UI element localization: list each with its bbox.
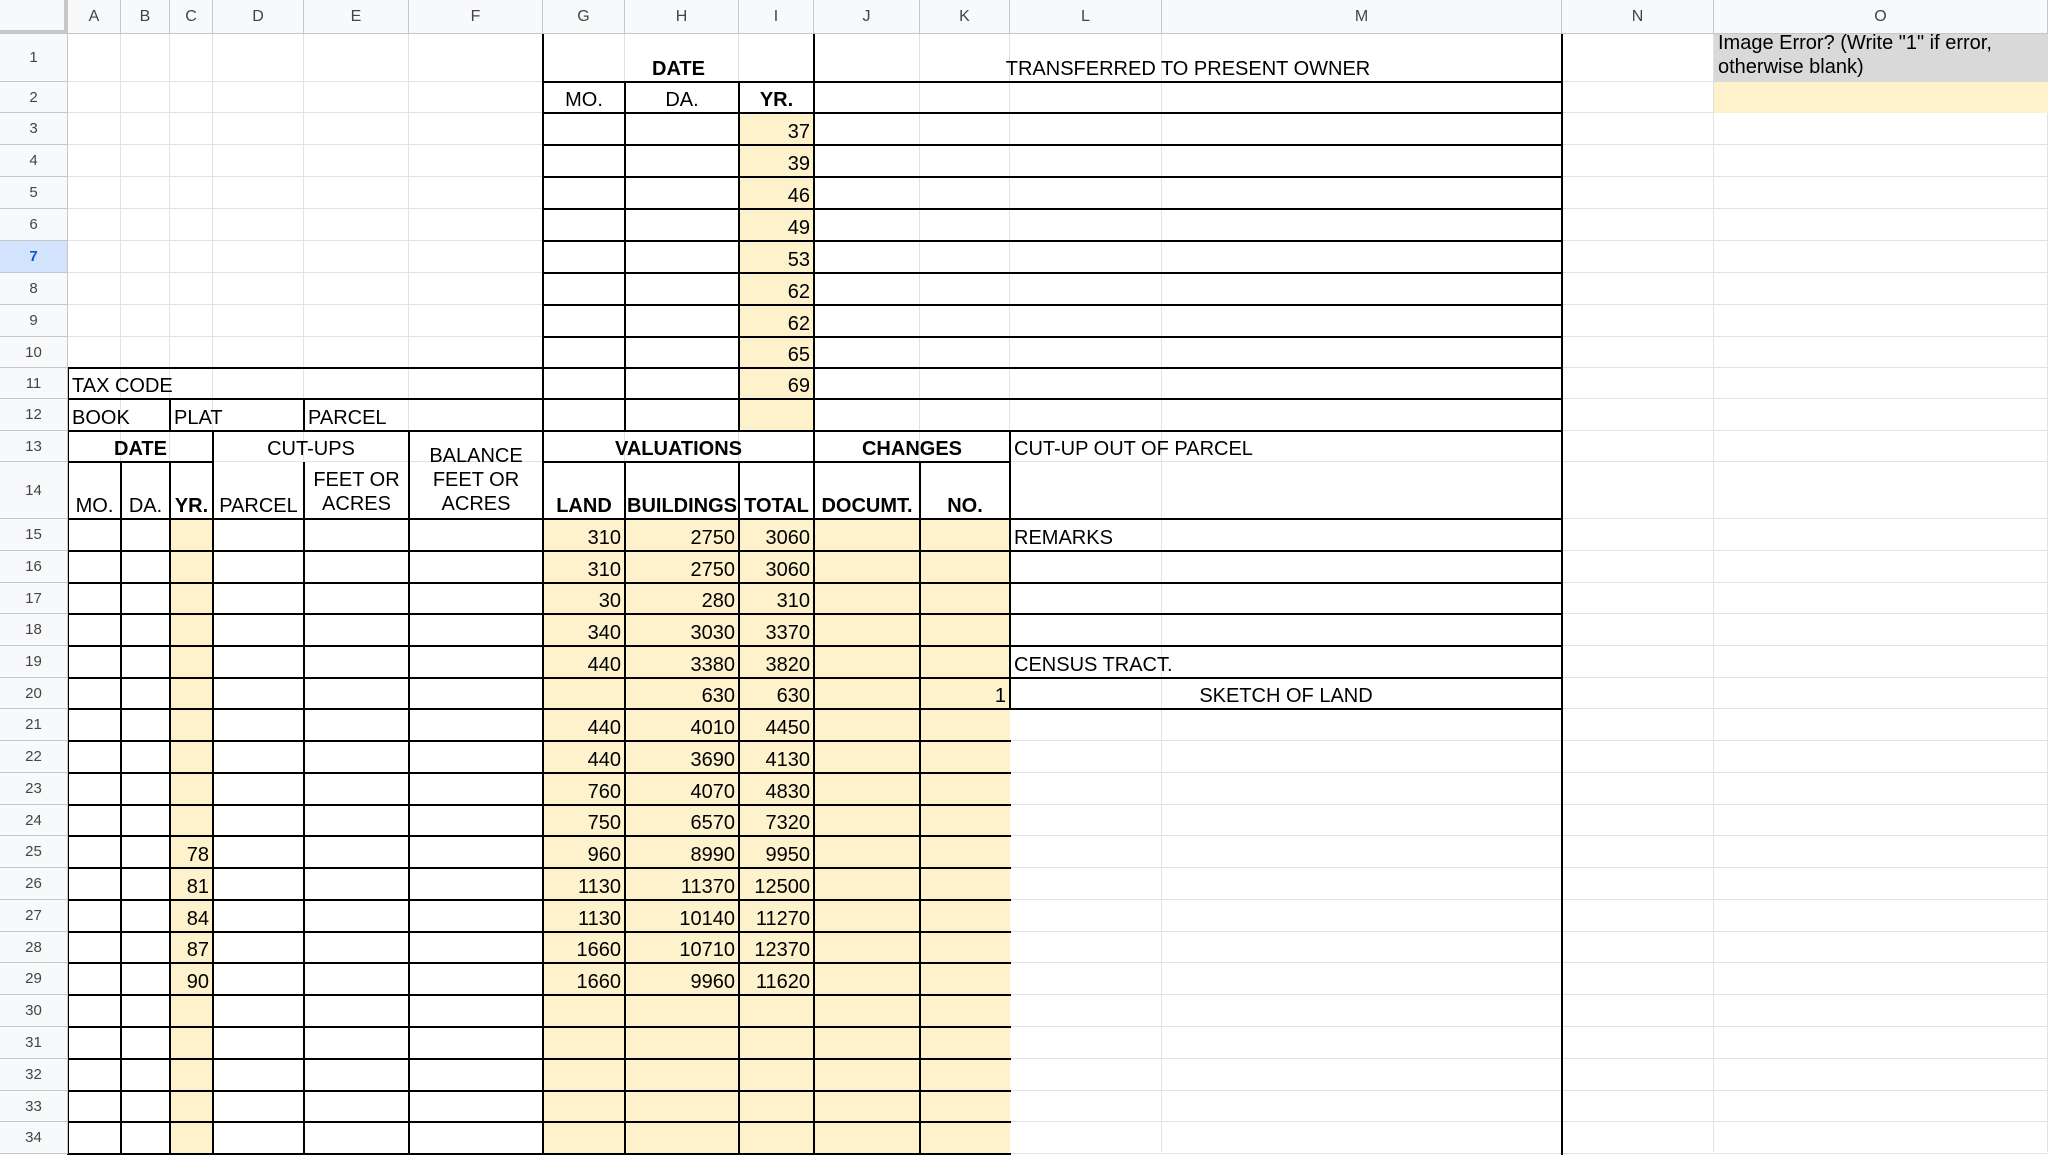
valuation-total-cell[interactable]: 7320 [765,812,810,834]
census-tract-label[interactable]: CENSUS TRACT. [1014,654,1173,676]
valuation-buildings-cell[interactable] [625,995,739,1027]
changes-no-cell[interactable] [814,1027,1010,1059]
valuation-total-cell[interactable]: 3060 [765,559,810,581]
valuation-buildings-cell[interactable] [625,1091,739,1122]
cell-border [543,208,1563,210]
column-header-o[interactable]: O [1714,0,2048,34]
valuation-yr-cell[interactable] [170,646,213,678]
valuation-land-cell[interactable] [543,678,625,709]
valuation-land-cell[interactable]: 1130 [577,908,621,930]
valuation-land-cell[interactable] [543,995,625,1027]
transfer-year-cell[interactable]: 37 [787,121,810,143]
changes-no-cell[interactable]: 1 [994,685,1006,707]
land-label[interactable]: LAND [556,495,612,517]
valuation-yr-cell[interactable] [170,1122,213,1154]
valuation-total-cell[interactable]: 9950 [765,844,810,866]
valuation-yr-cell[interactable] [170,741,213,773]
row-header-13[interactable]: 13 [0,431,68,462]
valuation-buildings-cell[interactable]: 10140 [679,908,735,930]
valuation-total-cell[interactable]: 11270 [755,908,810,930]
transfer-year-cell[interactable]: 69 [787,375,810,397]
sketch-of-land-area[interactable] [1010,709,1562,1154]
valuation-buildings-cell[interactable] [625,1027,739,1059]
valuation-total-cell[interactable]: 12500 [754,876,810,898]
sketch-of-land-label[interactable]: SKETCH OF LAND [1199,685,1373,707]
valuation-land-cell[interactable] [543,1027,625,1059]
transfer-year-cell[interactable]: 49 [787,217,810,239]
valuation-yr-cell[interactable] [170,995,213,1027]
column-header-l[interactable]: L [1010,0,1162,34]
valuation-buildings-cell[interactable]: 630 [701,685,735,707]
column-header-i[interactable]: I [739,0,814,34]
cutup-out-label[interactable]: CUT-UP OUT OF PARCEL [1014,438,1253,460]
tax-code-label[interactable]: TAX CODE [72,375,173,397]
valuation-buildings-cell[interactable]: 6570 [690,812,735,834]
row-header-20[interactable]: 20 [0,678,68,709]
valuation-buildings-cell[interactable]: 4070 [690,781,735,803]
valuation-yr-cell[interactable] [170,614,213,646]
changes-no-cell[interactable] [814,1059,1010,1091]
cell-border [543,272,1563,274]
row-header-34[interactable]: 34 [0,1122,68,1154]
changes-no-cell[interactable] [814,1122,1010,1154]
valuation-buildings-cell[interactable]: 3380 [690,654,735,676]
changes-no-cell[interactable] [814,868,1010,900]
transfer-year-cell[interactable]: 53 [787,249,810,271]
changes-no-cell[interactable] [814,1091,1010,1122]
transfer-mo-label[interactable]: MO. [565,89,603,111]
book-label[interactable]: BOOK [72,407,130,429]
column-header-j[interactable]: J [814,0,920,34]
valuation-land-cell[interactable]: 760 [587,781,621,803]
valuation-total-cell[interactable]: 4830 [765,781,810,803]
valuation-yr-cell[interactable]: 87 [186,939,209,961]
valuation-land-cell[interactable]: 30 [598,590,621,612]
cell-border [543,176,1563,178]
valuation-total-cell[interactable] [739,1059,814,1091]
row-header-23[interactable]: 23 [0,773,68,805]
valuation-yr-cell[interactable] [170,709,213,741]
valuation-yr-cell[interactable]: 78 [186,844,209,866]
cell-border [543,367,1563,369]
changes-no-cell[interactable] [814,836,1010,868]
row-header-30[interactable]: 30 [0,995,68,1027]
valuation-land-cell[interactable]: 310 [587,527,621,549]
cell-border [543,304,1563,306]
valuation-yr-cell[interactable] [170,551,213,583]
cell-border [543,398,1563,400]
total-label[interactable]: TOTAL [744,495,809,517]
valuation-yr-cell[interactable]: 90 [186,971,209,993]
valuation-yr-cell[interactable] [170,805,213,836]
documt-label[interactable]: DOCUMT. [821,495,913,517]
row-header-18[interactable]: 18 [0,614,68,646]
cutups-header[interactable]: CUT-UPS [267,438,355,460]
valuation-total-cell[interactable] [739,995,814,1027]
cutup-feet-acres-label[interactable]: FEET OR ACRES [313,469,400,515]
valuation-land-cell[interactable]: 310 [587,559,621,581]
valuation-land-cell[interactable]: 440 [587,717,621,739]
row-header-5[interactable]: 5 [0,177,68,209]
valuation-total-cell[interactable]: 3820 [765,654,810,676]
column-header-c[interactable]: C [170,0,213,34]
row-header-27[interactable]: 27 [0,900,68,932]
valuation-buildings-cell[interactable]: 8990 [690,844,735,866]
valuation-total-cell[interactable]: 12370 [754,939,810,961]
changes-header[interactable]: CHANGES [861,438,962,460]
cell-border [543,336,1563,338]
valuation-total-cell[interactable] [739,1122,814,1154]
changes-no-cell[interactable] [814,614,1010,646]
cell-border [543,144,1563,146]
valuation-yr-cell[interactable] [170,519,213,551]
row-header-19[interactable]: 19 [0,646,68,678]
changes-no-cell[interactable] [814,646,1010,678]
cell-border [1010,582,1563,584]
remarks-label[interactable]: REMARKS [1014,527,1113,549]
transfer-year-cell[interactable]: 46 [787,185,810,207]
column-header-a[interactable]: A [68,0,121,34]
cutup-date-header[interactable]: DATE [114,438,167,460]
row-header-21[interactable]: 21 [0,709,68,741]
valuation-yr-cell[interactable] [170,678,213,709]
valuation-yr-cell[interactable]: 81 [186,876,209,898]
column-header-h[interactable]: H [625,0,739,34]
row-header-3[interactable]: 3 [0,113,68,145]
cell-border [408,431,410,1155]
valuations-header[interactable]: VALUATIONS [614,438,743,460]
cutup-mo-label[interactable]: MO. [75,495,114,517]
valuation-buildings-cell[interactable]: 2750 [690,527,735,549]
plat-label[interactable]: PLAT [174,407,223,429]
changes-no-cell[interactable] [814,741,1010,773]
valuation-buildings-cell[interactable] [625,1122,739,1154]
row-header-1[interactable]: 1 [0,34,68,82]
row-header-9[interactable]: 9 [0,305,68,337]
balance-header[interactable]: BALANCE FEET OR ACRES [429,445,523,515]
valuation-total-cell[interactable]: 11620 [755,971,810,993]
column-header-m[interactable]: M [1162,0,1562,34]
valuation-land-cell[interactable]: 440 [587,654,621,676]
valuation-yr-cell[interactable] [170,1059,213,1091]
row-header-6[interactable]: 6 [0,209,68,241]
valuation-yr-cell[interactable] [170,1027,213,1059]
row-header-25[interactable]: 25 [0,836,68,868]
changes-no-cell[interactable] [814,805,1010,836]
valuation-buildings-cell[interactable] [625,1059,739,1091]
valuation-buildings-cell[interactable]: 10710 [679,939,735,961]
row-header-8[interactable]: 8 [0,273,68,305]
valuation-total-cell[interactable] [739,1027,814,1059]
parcel-label[interactable]: PARCEL [308,407,387,429]
changes-no-cell[interactable] [814,519,1010,551]
row-header-33[interactable]: 33 [0,1091,68,1122]
column-header-g[interactable]: G [543,0,625,34]
cell-border [303,462,305,1155]
valuation-yr-cell[interactable] [170,583,213,614]
transfer-year-cell[interactable]: 62 [787,313,810,335]
cell-border [624,82,626,432]
date-header[interactable]: DATE [652,58,705,80]
valuation-buildings-cell[interactable]: 11370 [680,876,735,898]
cutup-yr-label[interactable]: YR. [174,495,209,517]
row-header-31[interactable]: 31 [0,1027,68,1059]
valuation-total-cell[interactable]: 4450 [765,717,810,739]
valuation-buildings-cell[interactable]: 3030 [690,622,735,644]
valuation-land-cell[interactable]: 340 [587,622,621,644]
row-header-2[interactable]: 2 [0,82,68,113]
column-header-d[interactable]: D [213,0,304,34]
row-header-11[interactable]: 11 [0,368,68,399]
changes-no-cell[interactable] [814,995,1010,1027]
valuation-land-cell[interactable]: 750 [587,812,621,834]
row-header-29[interactable]: 29 [0,963,68,995]
transfer-year-cell[interactable]: 39 [787,153,810,175]
changes-no-cell[interactable] [814,963,1010,995]
valuation-yr-cell[interactable]: 84 [186,908,209,930]
image-error-input[interactable] [1714,82,2048,113]
column-header-e[interactable]: E [304,0,409,34]
valuation-land-cell[interactable]: 440 [587,749,621,771]
row-header-7[interactable]: 7 [0,241,68,273]
valuation-total-cell[interactable]: 3370 [765,622,810,644]
row-header-26[interactable]: 26 [0,868,68,900]
gridline [1713,34,1714,1152]
transfer-year-cell[interactable]: 62 [787,281,810,303]
valuation-buildings-cell[interactable]: 280 [701,590,735,612]
select-all-corner[interactable] [0,0,68,34]
cell-border [1010,613,1563,615]
transfer-yr-label[interactable]: YR. [759,89,794,111]
valuation-total-cell[interactable] [739,1091,814,1122]
valuation-yr-cell[interactable] [170,773,213,805]
row-header-28[interactable]: 28 [0,932,68,963]
valuation-yr-cell[interactable] [170,1091,213,1122]
column-header-f[interactable]: F [409,0,543,34]
valuation-land-cell[interactable] [543,1091,625,1122]
valuation-buildings-cell[interactable]: 9960 [690,971,735,993]
valuation-buildings-cell[interactable]: 3690 [690,749,735,771]
row-header-22[interactable]: 22 [0,741,68,773]
valuation-land-cell[interactable]: 1130 [577,876,621,898]
row-header-24[interactable]: 24 [0,805,68,836]
valuation-total-cell[interactable]: 310 [776,590,810,612]
valuation-total-cell[interactable]: 3060 [765,527,810,549]
changes-no-cell[interactable] [814,773,1010,805]
row-header-4[interactable]: 4 [0,145,68,177]
valuation-land-cell[interactable]: 960 [587,844,621,866]
transfer-da-label[interactable]: DA. [665,89,699,111]
row-header-16[interactable]: 16 [0,551,68,583]
row-header-15[interactable]: 15 [0,519,68,551]
row-header-17[interactable]: 17 [0,583,68,614]
cell-border [543,240,1563,242]
valuation-total-cell[interactable]: 4130 [765,749,810,771]
valuation-buildings-cell[interactable]: 2750 [690,559,735,581]
row-header-32[interactable]: 32 [0,1059,68,1091]
transfer-year-cell[interactable]: 65 [787,344,810,366]
row-header-10[interactable]: 10 [0,337,68,368]
valuation-land-cell[interactable] [543,1059,625,1091]
changes-no-cell[interactable] [814,900,1010,932]
buildings-label[interactable]: BUILDINGS [627,495,737,517]
column-header-k[interactable]: K [920,0,1010,34]
valuation-buildings-cell[interactable]: 4010 [690,717,735,739]
no-label[interactable]: NO. [947,495,983,517]
row-header-14[interactable]: 14 [0,462,68,519]
changes-no-cell[interactable] [814,551,1010,583]
cell-border [120,462,122,1155]
valuation-land-cell[interactable]: 1660 [576,939,621,961]
image-error-label[interactable]: Image Error? (Write "1" if error, otherwise blank) [1718,34,1992,78]
cutup-parcel-label[interactable]: PARCEL [219,495,298,517]
changes-no-cell[interactable] [814,709,1010,741]
transferred-header[interactable]: TRANSFERRED TO PRESENT OWNER [1005,58,1371,80]
valuation-land-cell[interactable] [543,1122,625,1154]
changes-no-cell[interactable] [814,932,1010,963]
valuation-land-cell[interactable]: 1660 [576,971,621,993]
row-header-12[interactable]: 12 [0,399,68,431]
changes-no-cell[interactable] [814,583,1010,614]
valuation-total-cell[interactable]: 630 [776,685,810,707]
column-header-n[interactable]: N [1562,0,1714,34]
cutup-da-label[interactable]: DA. [128,495,163,517]
column-header-b[interactable]: B [121,0,170,34]
